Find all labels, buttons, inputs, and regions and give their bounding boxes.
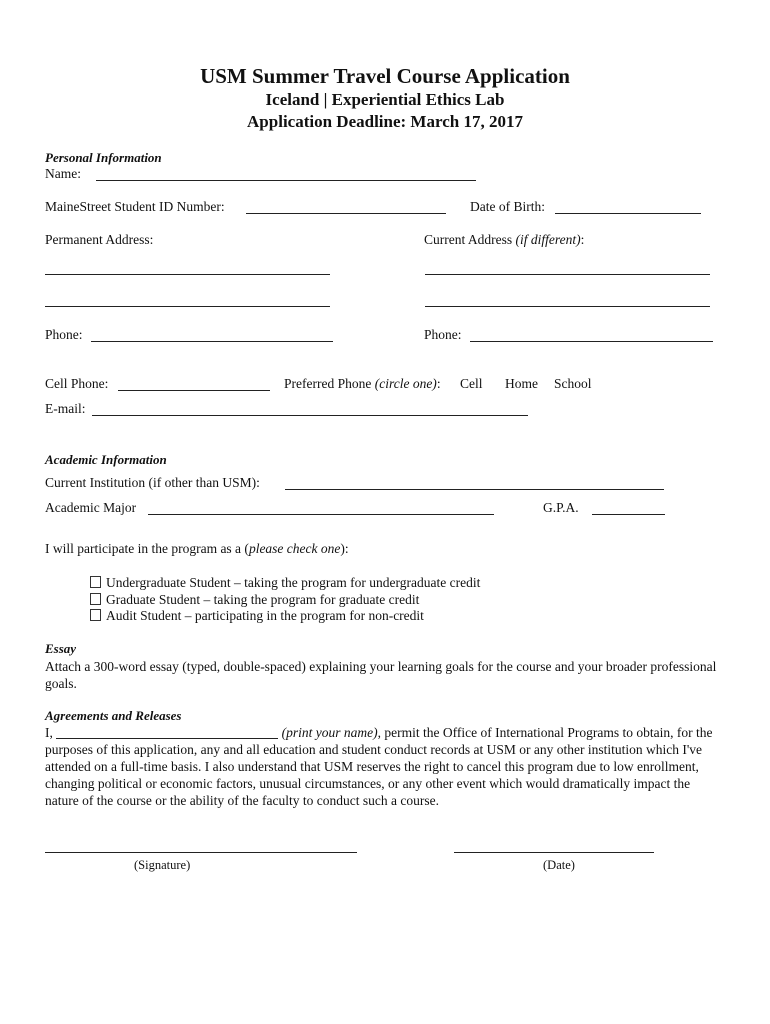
major-label: Academic Major <box>45 500 137 515</box>
option-graduate[interactable]: Graduate Student – taking the program for graduate credit <box>90 592 419 608</box>
email-label: E-mail: <box>45 401 86 416</box>
date-field[interactable] <box>454 852 654 853</box>
cell-phone-label: Cell Phone: <box>45 376 109 391</box>
option-audit[interactable]: Audit Student – participating in the program for non-credit <box>90 608 424 624</box>
checkbox[interactable] <box>90 593 101 605</box>
option-undergraduate[interactable]: Undergraduate Student – taking the program for undergraduate credit <box>90 575 480 591</box>
institution-field[interactable] <box>285 489 664 490</box>
major-field[interactable] <box>148 514 494 515</box>
student-id-field[interactable] <box>246 213 446 214</box>
print-name-field[interactable] <box>56 726 278 739</box>
current-phone-label: Phone: <box>424 327 462 342</box>
signature-field[interactable] <box>45 852 357 853</box>
permanent-phone-field[interactable] <box>91 341 333 342</box>
personal-info-heading: Personal Information <box>45 150 162 165</box>
gpa-field[interactable] <box>592 514 665 515</box>
participation-prompt: I will participate in the program as a (please check one): <box>45 541 349 556</box>
current-phone-field[interactable] <box>470 341 713 342</box>
name-label: Name: <box>45 166 81 181</box>
current-address-label: Current Address (if different): <box>424 232 585 247</box>
email-field[interactable] <box>92 415 528 416</box>
agreements-heading: Agreements and Releases <box>45 708 182 723</box>
permanent-address-line-1[interactable] <box>45 274 330 275</box>
institution-label: Current Institution (if other than USM): <box>45 475 260 490</box>
permanent-address-line-2[interactable] <box>45 306 330 307</box>
signature-caption: (Signature) <box>134 858 191 872</box>
application-deadline: Application Deadline: March 17, 2017 <box>247 112 523 131</box>
agreements-text: I, (print your name), permit the Office of International Programs to obtain, for the purposes of this application, any and all education and student conduct records at USM or any other institution which I've attended on a full-time basis. I also understand that USM reserves the right to cancel this program due to low enrollment, changing political or economic factors, unusual circumstances, or any other event which would dramatically impact the nature of the course or the ability of the faculty to conduct such a course. <box>45 725 713 808</box>
name-field[interactable] <box>96 180 476 181</box>
dob-label: Date of Birth: <box>470 199 545 214</box>
essay-instructions: Attach a 300-word essay (typed, double-spaced) explaining your learning goals for the course and your broader professional goals. <box>45 659 717 691</box>
preferred-option-cell[interactable]: Cell <box>460 376 483 391</box>
checkbox[interactable] <box>90 576 101 588</box>
preferred-option-school[interactable]: School <box>554 376 592 391</box>
student-id-label: MaineStreet Student ID Number: <box>45 199 225 214</box>
date-caption: (Date) <box>543 858 575 872</box>
current-address-line-1[interactable] <box>425 274 710 275</box>
dob-field[interactable] <box>555 213 701 214</box>
essay-heading: Essay <box>45 641 77 656</box>
permanent-address-label: Permanent Address: <box>45 232 154 247</box>
preferred-phone-label: Preferred Phone (circle one): <box>284 376 441 391</box>
form-subtitle: Iceland | Experiential Ethics Lab <box>265 90 505 109</box>
permanent-phone-label: Phone: <box>45 327 83 342</box>
checkbox[interactable] <box>90 609 101 621</box>
academic-info-heading: Academic Information <box>45 452 167 467</box>
gpa-label: G.P.A. <box>543 500 579 515</box>
cell-phone-field[interactable] <box>118 390 270 391</box>
current-address-line-2[interactable] <box>425 306 710 307</box>
form-title: USM Summer Travel Course Application <box>200 64 570 88</box>
preferred-option-home[interactable]: Home <box>505 376 538 391</box>
